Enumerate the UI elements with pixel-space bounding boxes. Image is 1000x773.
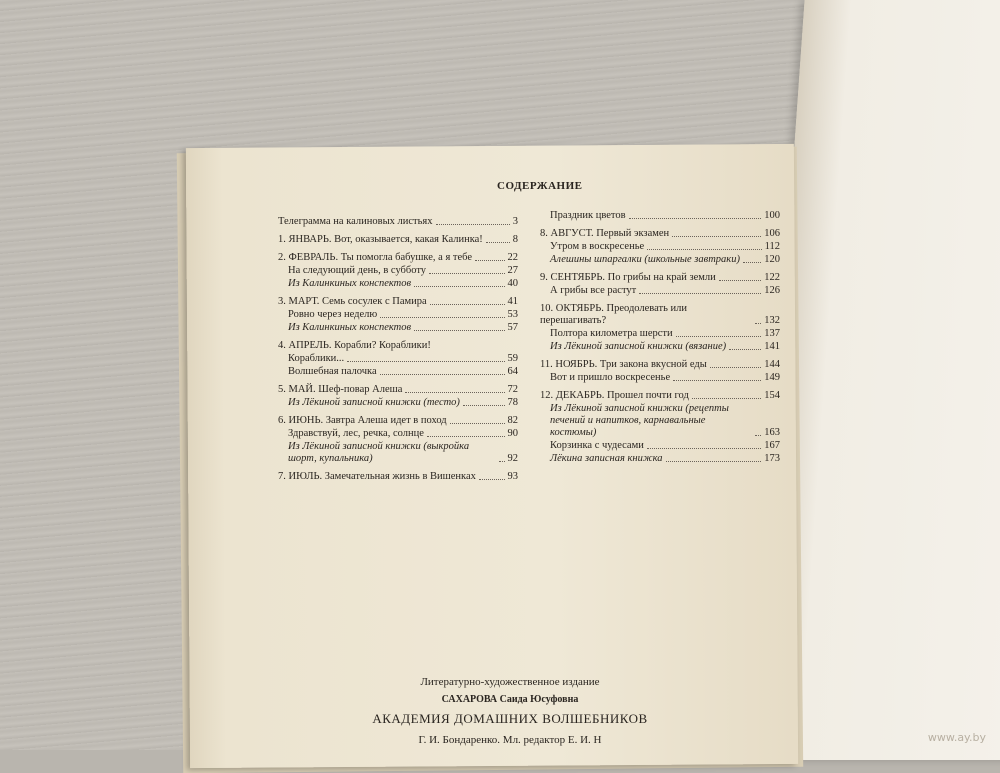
- toc-entry-page: 92: [507, 453, 518, 464]
- toc-entry-page: 82: [507, 415, 518, 426]
- toc-entry-title: 5. МАЙ. Шеф-повар Алеша: [278, 384, 403, 395]
- toc-leader-dots: [710, 367, 761, 368]
- toc-entry-title: Кораблики...: [288, 353, 345, 364]
- toc-entry: [540, 403, 780, 439]
- toc-entry-page: 72: [507, 384, 518, 395]
- toc-entry-title: Полтора километра шерсти: [550, 328, 673, 339]
- toc-leader-dots: [755, 323, 761, 324]
- toc-entry-title: На следующий день, в субботу: [288, 265, 427, 276]
- toc-entry-page: 141: [764, 341, 780, 352]
- toc-entry: [278, 471, 518, 483]
- toc-leader-dots: [719, 280, 761, 281]
- toc-leader-dots: [639, 293, 761, 294]
- toc-entry: [540, 372, 780, 384]
- toc-entry-page: 106: [764, 228, 780, 239]
- toc-leader-dots: [676, 336, 762, 337]
- toc-entry: [540, 210, 780, 222]
- toc-entry-page: 3: [512, 216, 518, 227]
- toc-entry: [278, 234, 518, 246]
- toc-title: СОДЕРЖАНИЕ: [497, 180, 583, 192]
- toc-entry-page: 137: [764, 328, 780, 339]
- toc-entry: [540, 328, 780, 340]
- toc-leader-dots: [450, 423, 505, 424]
- toc-entry-title: 9. СЕНТЯБРЬ. По грибы на край земли: [540, 272, 716, 283]
- toc-entry: [278, 384, 518, 396]
- toc-entry: [540, 241, 780, 253]
- toc-entry-title: 6. ИЮНЬ. Завтра Алеша идет в поход: [278, 415, 447, 426]
- toc-entry: [540, 390, 780, 402]
- toc-entry-page: 173: [764, 453, 780, 464]
- toc-entry: [278, 428, 518, 440]
- toc-entry-title: 8. АВГУСТ. Первый экзамен: [540, 228, 670, 239]
- toc-entry-page: 132: [764, 315, 780, 326]
- toc-entry-page: 22: [507, 252, 518, 263]
- toc-entry-title: Из Калинкиных конспектов: [288, 278, 412, 289]
- toc-leader-dots: [380, 317, 504, 318]
- toc-leader-dots: [629, 218, 762, 219]
- toc-entry-title: 2. ФЕВРАЛЬ. Ты помогла бабушке, а я тебе: [278, 252, 473, 263]
- imprint-title: АКАДЕМИЯ ДОМАШНИХ ВОЛШЕБНИКОВ: [372, 711, 648, 726]
- toc-entry: [540, 228, 780, 240]
- toc-entry-title: Из Калинкиных конспектов: [288, 322, 412, 333]
- toc-entry-title: 12. ДЕКАБРЬ. Прошел почти год: [540, 390, 689, 401]
- toc-entry: [278, 340, 518, 352]
- toc-entry: [540, 285, 780, 297]
- toc-entry: [278, 322, 518, 334]
- toc-leader-dots: [414, 330, 504, 331]
- toc-leader-dots: [672, 236, 761, 237]
- toc-entry: [278, 366, 518, 378]
- toc-entry-page: 120: [764, 254, 780, 265]
- imprint-editors: Г. И. Бондаренко. Мл. редактор Е. И. Н: [418, 734, 602, 746]
- watermark: www.ay.by: [927, 731, 986, 744]
- toc-entry-page: 41: [507, 296, 518, 307]
- toc-left-column: [278, 210, 518, 484]
- toc-leader-dots: [647, 249, 761, 250]
- toc-leader-dots: [427, 436, 505, 437]
- toc-leader-dots: [499, 461, 505, 462]
- toc-leader-dots: [673, 380, 761, 381]
- toc-entry-page: 57: [507, 322, 518, 333]
- toc-entry-page: 144: [764, 359, 780, 370]
- toc-entry: [540, 440, 780, 452]
- toc-leader-dots: [486, 242, 510, 243]
- toc-entry-page: 90: [507, 428, 518, 439]
- toc-entry-page: 163: [764, 427, 780, 438]
- toc-entry: [278, 216, 518, 228]
- toc-entry: [540, 303, 780, 327]
- toc-leader-dots: [755, 435, 761, 436]
- toc-entry-title: Ровно через неделю: [288, 309, 378, 320]
- toc-entry-page: 154: [764, 390, 780, 401]
- toc-entry-title: 10. ОКТЯБРЬ. Преодолевать или перешагивать?: [540, 303, 687, 326]
- toc-entry-title: Из Лёкиной записной книжки (рецепты печений и напитков, карнавальные костюмы): [550, 403, 729, 438]
- toc-entry-page: 122: [764, 272, 780, 283]
- toc-entry-page: 53: [507, 309, 518, 320]
- toc-leader-dots: [347, 361, 504, 362]
- toc-entry-title: Волшебная палочка: [288, 366, 377, 377]
- toc-entry-title: Из Лёкиной записной книжки (вязание): [550, 341, 727, 352]
- toc-entry-title: 11. НОЯБРЬ. Три закона вкусной еды: [540, 359, 707, 370]
- toc-leader-dots: [436, 224, 510, 225]
- toc-entry-title: Корзинка с чудесами: [550, 440, 644, 451]
- toc-entry-page: 27: [507, 265, 518, 276]
- toc-right-column: [540, 210, 780, 466]
- toc-entry-title: Алешины шпаргалки (школьные завтраки): [550, 254, 740, 265]
- toc-leader-dots: [380, 374, 505, 375]
- toc-entry: [540, 272, 780, 284]
- toc-leader-dots: [414, 286, 504, 287]
- toc-entry-page: 112: [764, 241, 780, 252]
- toc-leader-dots: [647, 448, 761, 449]
- imprint-author: САХАРОВА Саида Юсуфовна: [441, 694, 579, 705]
- toc-entry: [540, 359, 780, 371]
- toc-entry: [540, 453, 780, 465]
- toc-entry-title: Телеграмма на калиновых листьях: [278, 216, 433, 227]
- toc-entry-page: 126: [764, 285, 780, 296]
- toc-entry-title: 3. МАРТ. Семь сосулек с Памира: [278, 296, 427, 307]
- toc-entry: [278, 441, 518, 465]
- toc-entry: [540, 254, 780, 266]
- toc-entry-page: 8: [512, 234, 518, 245]
- toc-leader-dots: [692, 398, 761, 399]
- toc-entry: [278, 309, 518, 321]
- toc-entry: [278, 353, 518, 365]
- toc-entry-title: 1. ЯНВАРЬ. Вот, оказывается, какая Калинка!: [278, 234, 483, 245]
- toc-entry-page: 93: [507, 471, 518, 482]
- toc-entry-title: Здравствуй, лес, речка, солнце: [288, 428, 424, 439]
- toc-entry: [278, 397, 518, 409]
- toc-entry-title: 4. АПРЕЛЬ. Корабли? Кораблики!: [278, 340, 431, 351]
- imprint-genre: Литературно-художественное издание: [420, 676, 600, 688]
- toc-entry-title: А грибы все растут: [550, 285, 637, 296]
- toc-entry: [278, 296, 518, 308]
- toc-leader-dots: [430, 304, 505, 305]
- toc-entry-title: Праздник цветов: [550, 210, 626, 221]
- toc-leader-dots: [429, 273, 504, 274]
- toc-entry: [540, 341, 780, 353]
- toc-entry-page: 149: [764, 372, 780, 383]
- toc-entry-page: 59: [507, 353, 518, 364]
- toc-entry: [278, 265, 518, 277]
- toc-entry: [278, 278, 518, 290]
- toc-leader-dots: [463, 405, 505, 406]
- toc-entry-page: 40: [507, 278, 518, 289]
- toc-leader-dots: [666, 461, 762, 462]
- toc-entry-page: 78: [507, 397, 518, 408]
- toc-entry-title: 7. ИЮЛЬ. Замечательная жизнь в Вишенках: [278, 471, 476, 482]
- toc-leader-dots: [405, 392, 504, 393]
- toc-entry-page: 100: [764, 210, 780, 221]
- toc-leader-dots: [743, 262, 761, 263]
- toc-leader-dots: [479, 479, 505, 480]
- toc-leader-dots: [475, 260, 504, 261]
- toc-leader-dots: [729, 349, 761, 350]
- toc-entry-page: 167: [764, 440, 780, 451]
- toc-entry-title: Утром в воскресенье: [550, 241, 645, 252]
- toc-entry-title: Из Лёкиной записной книжки (тесто): [288, 397, 460, 408]
- toc-entry-page: 64: [507, 366, 518, 377]
- toc-entry: [278, 415, 518, 427]
- toc-entry-title: Из Лёкиной записной книжки (выкройка шорт, купальника): [288, 441, 470, 464]
- toc-entry-title: Лёкина записная книжка: [550, 453, 663, 464]
- toc-entry-title: Вот и пришло воскресенье: [550, 372, 671, 383]
- toc-entry: [278, 252, 518, 264]
